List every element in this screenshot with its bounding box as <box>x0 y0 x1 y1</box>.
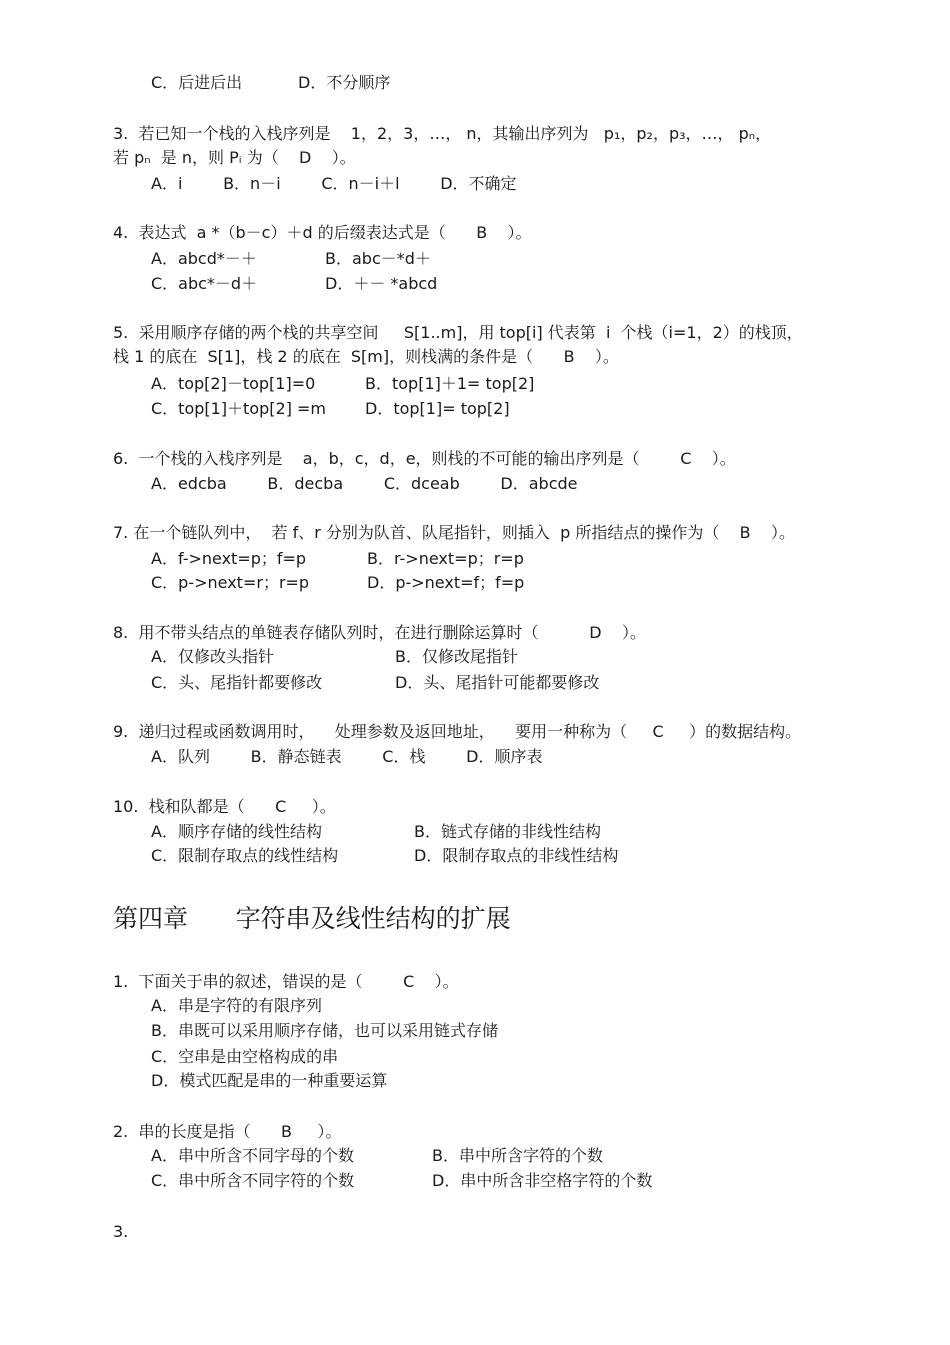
question-9-stem: 9. 递归过程或函数调用时， 处理参数及返回地址， 要用一种称为（ C ）的数据结构。 <box>113 722 802 741</box>
question-5-stem-line1: 5. 采用顺序存储的两个栈的共享空间 S[1..m]，用 top[i] 代表第 i 个栈（i=1，2）的栈顶， <box>113 323 803 342</box>
option-c: C．abc*－d＋ <box>151 274 258 293</box>
option-d: D．＋－ *abcd <box>325 274 438 293</box>
option-a: A．顺序存储的线性结构 <box>151 822 322 841</box>
question-4-stem: 4. 表达式 a *（b－c）＋d 的后缀表达式是（ B ）。 <box>113 223 532 242</box>
option-d: D．模式匹配是串的一种重要运算 <box>151 1071 388 1090</box>
question-3-options: A．i B．n－i C．n－i＋l D．不确定 <box>151 174 517 193</box>
option-b: B．仅修改尾指针 <box>395 647 518 666</box>
option-c: C．头、尾指针都要修改 <box>151 673 323 692</box>
option-d: D．串中所含非空格字符的个数 <box>432 1171 653 1190</box>
option-a: A．串是字符的有限序列 <box>151 996 322 1015</box>
question-3-stem-line1: 3. 若已知一个栈的入栈序列是 1，2，3，…， n，其输出序列为 p₁，p₂，p₃，…， pₙ， <box>113 124 772 143</box>
option-c: C．限制存取点的线性结构 <box>151 846 339 865</box>
option-a: A．串中所含不同字母的个数 <box>151 1146 354 1165</box>
option-b: B．串既可以采用顺序存储，也可以采用链式存储 <box>151 1021 498 1040</box>
question-6-options: A．edcba B．decba C．dceab D．abcde <box>151 474 578 493</box>
option-b: B．串中所含字符的个数 <box>432 1146 603 1165</box>
option-a: A．f->next=p；f=p <box>151 549 307 568</box>
question-10-stem: 10. 栈和队都是（ C ）。 <box>113 797 336 816</box>
question-3-stem-line2: 若 pₙ 是 n，则 Pᵢ 为（ D ）。 <box>113 148 356 167</box>
option-c: C．p->next=r；r=p <box>151 573 310 592</box>
question-1-stem: 1. 下面关于串的叙述，错误的是（ C ）。 <box>113 972 459 991</box>
option-c: C．串中所含不同字符的个数 <box>151 1171 355 1190</box>
option-b: B．abc－*d＋ <box>325 249 431 268</box>
option-b: B．top[1]＋1= top[2] <box>365 374 535 393</box>
option-c-prev: C．后进后出 <box>151 73 243 92</box>
option-b: B．链式存储的非线性结构 <box>414 822 601 841</box>
question-8-stem: 8. 用不带头结点的单链表存储队列时，在进行删除运算时（ D ）。 <box>113 623 646 642</box>
option-a: A．top[2]－top[1]=0 <box>151 374 316 393</box>
option-d: D．p->next=f；f=p <box>367 573 525 592</box>
question-3-stem: 3. <box>113 1222 129 1241</box>
question-2-stem: 2. 串的长度是指（ B ）。 <box>113 1122 342 1141</box>
question-5-stem-line2: 栈 1 的底在 S[1]，栈 2 的底在 S[m]，则栈满的条件是（ B ）。 <box>113 347 619 366</box>
question-6-stem: 6. 一个栈的入栈序列是 a，b，c，d，e，则栈的不可能的输出序列是（ C ）。 <box>113 449 736 468</box>
option-d-prev: D．不分顺序 <box>298 73 391 92</box>
option-d: D．限制存取点的非线性结构 <box>414 846 619 865</box>
option-d: D．头、尾指针可能都要修改 <box>395 673 600 692</box>
chapter-heading: 第四章 字符串及线性结构的扩展 <box>113 904 511 933</box>
question-9-options: A．队列 B．静态链表 C．栈 D．顺序表 <box>151 747 543 766</box>
option-d: D．top[1]= top[2] <box>365 399 510 418</box>
question-7-stem: 7. 在一个链队列中， 若 f、r 分别为队首、队尾指针，则插入 p 所指结点的操作为（ B ）。 <box>113 523 795 542</box>
option-a: A．仅修改头指针 <box>151 647 274 666</box>
option-a: A．abcd*－＋ <box>151 249 257 268</box>
option-b: B．r->next=p；r=p <box>367 549 524 568</box>
option-c: C．top[1]＋top[2] =m <box>151 399 327 418</box>
option-c: C．空串是由空格构成的串 <box>151 1047 339 1066</box>
